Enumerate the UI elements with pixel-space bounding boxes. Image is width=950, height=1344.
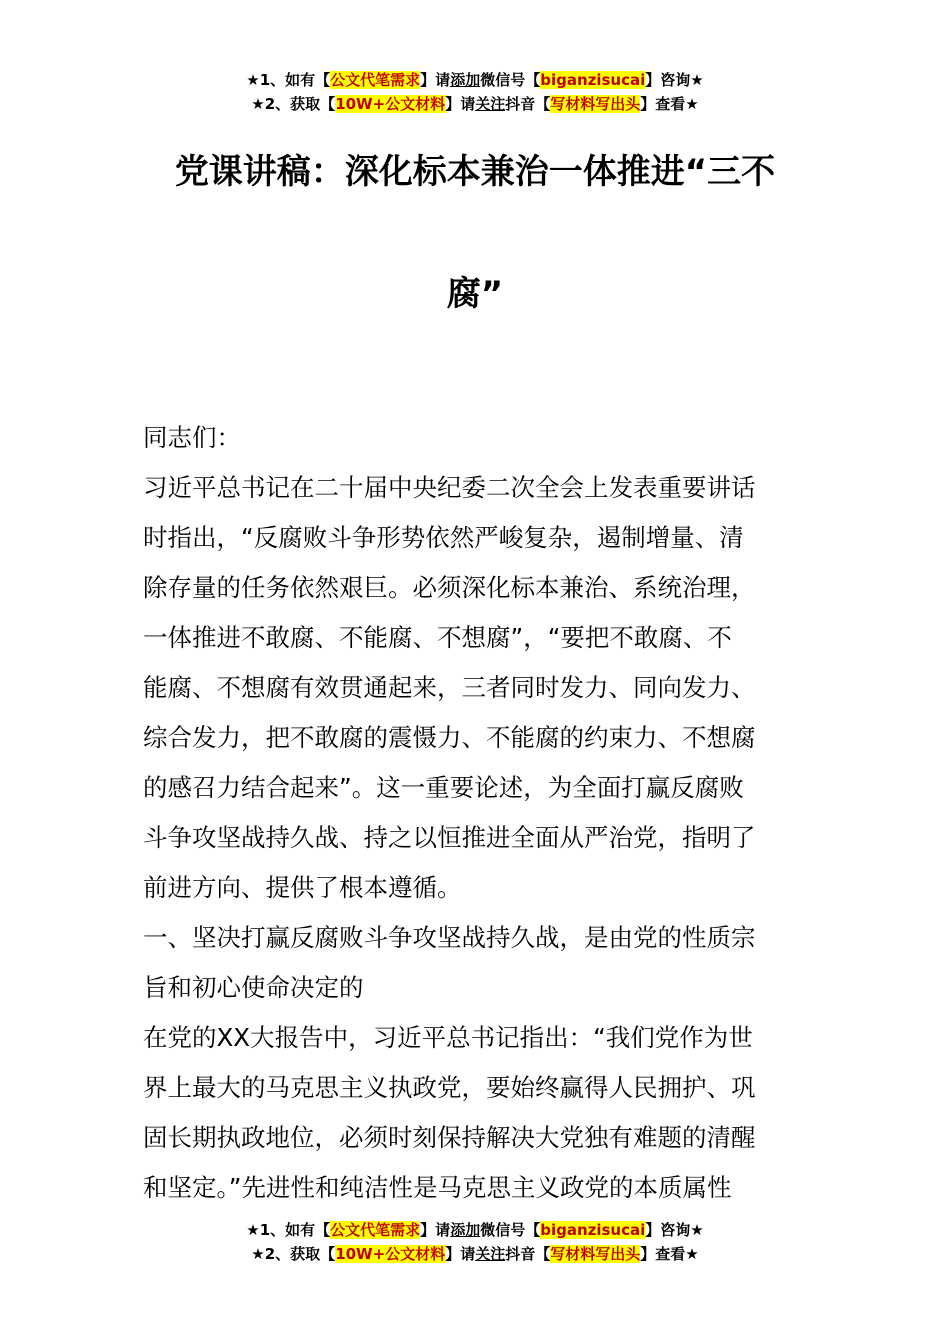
banner-emphasis: 添加 — [450, 1221, 481, 1239]
body-line: 习近平总书记在二十届中央纪委二次全会上发表重要讲话 — [143, 473, 756, 502]
header-banner — [0, 68, 950, 116]
banner-text: 】请 — [445, 1245, 476, 1263]
body-line: 时指出，“反腐败斗争形势依然严峻复杂，遏制增量、清 — [143, 523, 744, 552]
body-line: 的感召力结合起来”。这一重要论述，为全面打赢反腐败 — [143, 773, 744, 802]
body-line: 能腐、不想腐有效贯通起来，三者同时发力、同向发力、 — [143, 673, 756, 702]
banner-line-2 — [0, 1242, 950, 1266]
document-title-line-2: 腐” — [446, 274, 504, 314]
banner-line-2 — [0, 92, 950, 116]
body-line: 同志们： — [143, 423, 241, 452]
banner-text: ★1、如有【 — [246, 71, 331, 89]
banner-text: 抖音【 — [505, 1245, 551, 1263]
banner-text: 】请 — [445, 95, 476, 113]
banner-text: 微信号【 — [480, 1221, 541, 1239]
banner-text: ★1、如有【 — [246, 1221, 331, 1239]
body-line: 界上最大的马克思主义执政党，要始终赢得人民拥护、巩 — [143, 1073, 756, 1102]
banner-text: ★2、获取【 — [251, 95, 336, 113]
body-line: 固长期执政地位，必须时刻保持解决大党独有难题的清醒 — [143, 1123, 756, 1152]
body-line: 前进方向、提供了根本遵循。 — [143, 873, 462, 902]
banner-highlight: 10W+公文材料 — [335, 95, 446, 113]
body-line: 一体推进不敢腐、不能腐、不想腐”，“要把不敢腐、不 — [143, 623, 732, 652]
banner-text: ★2、获取【 — [251, 1245, 336, 1263]
banner-highlight: 写材料写出头 — [550, 1245, 641, 1263]
body-line: 和坚定。”先进性和纯洁性是马克思主义政党的本质属性 — [143, 1173, 732, 1202]
banner-highlight: 公文代笔需求 — [330, 1221, 421, 1239]
section-heading-line: 一、坚决打赢反腐败斗争攻坚战持久战，是由党的性质宗 — [143, 923, 756, 952]
banner-emphasis: 关注 — [475, 1245, 506, 1263]
banner-text: 】查看★ — [640, 95, 699, 113]
body-line: 斗争攻坚战持久战、持之以恒推进全面从严治党，指明了 — [143, 823, 756, 852]
banner-text: 】请 — [420, 71, 451, 89]
banner-highlight: biganzisucai — [540, 1221, 646, 1239]
banner-highlight: biganzisucai — [540, 71, 646, 89]
banner-highlight: 10W+公文材料 — [335, 1245, 446, 1263]
banner-text: 抖音【 — [505, 95, 551, 113]
document-body — [143, 413, 809, 1213]
banner-line-1 — [0, 1218, 950, 1242]
banner-text: 】咨询★ — [645, 1221, 704, 1239]
footer-banner — [0, 1218, 950, 1266]
section-heading-line: 旨和初心使命决定的 — [143, 973, 364, 1002]
banner-highlight: 公文代笔需求 — [330, 71, 421, 89]
body-line: 除存量的任务依然艰巨。必须深化标本兼治、系统治理， — [143, 573, 756, 602]
body-line: 在党的XX大报告中，习近平总书记指出：“我们党作为世 — [143, 1023, 753, 1052]
banner-text: 微信号【 — [480, 71, 541, 89]
document-title-line-1: 党课讲稿：深化标本兼治一体推进“三不 — [174, 152, 776, 192]
banner-emphasis: 添加 — [450, 71, 481, 89]
body-line: 综合发力，把不敢腐的震慑力、不能腐的约束力、不想腐 — [143, 723, 756, 752]
banner-highlight: 写材料写出头 — [550, 95, 641, 113]
banner-text: 】咨询★ — [645, 71, 704, 89]
banner-text: 】请 — [420, 1221, 451, 1239]
banner-text: 】查看★ — [640, 1245, 699, 1263]
banner-emphasis: 关注 — [475, 95, 506, 113]
banner-line-1 — [0, 68, 950, 92]
